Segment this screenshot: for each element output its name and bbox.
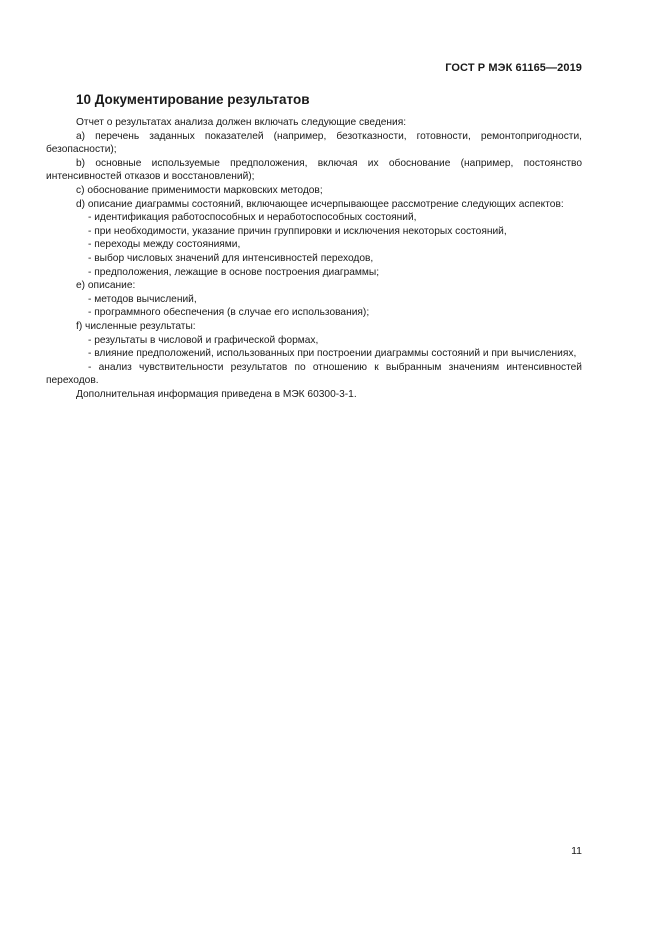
intro-paragraph: Отчет о результатах анализа должен включать следующие сведения: <box>76 117 407 128</box>
page-number: 11 <box>571 845 582 857</box>
section-body <box>46 116 582 401</box>
e-bullet-1: - методов вычислений, <box>88 293 197 305</box>
section-title: 10 Документирование результатов <box>76 92 310 107</box>
d-bullet-1: - идентификация работоспособных и неработоспособных состояний, <box>88 212 417 224</box>
e-bullet-2: - программного обеспечения (в случае его использования); <box>88 307 370 319</box>
list-item-a: а) перечень заданных показателей (например, безотказности, готовности, ремонтопригодности, безопасности); <box>46 130 582 156</box>
list-item-e: е) описание: <box>76 280 136 292</box>
d-bullet-3: - переходы между состояниями, <box>88 239 241 251</box>
list-item-d: d) описание диаграммы состояний, включающее исчерпывающее рассмотрение следующих аспектов: <box>76 198 564 210</box>
list-item-c: с) обоснование применимости марковских методов; <box>76 184 323 196</box>
document-code: ГОСТ Р МЭК 61165—2019 <box>445 62 582 74</box>
d-bullet-5: - предположения, лежащие в основе построения диаграммы; <box>88 266 380 278</box>
d-bullet-4: - выбор числовых значений для интенсивностей переходов, <box>88 252 374 264</box>
list-item-f: f) численные результаты: <box>76 320 196 332</box>
f-bullet-3: - анализ чувствительности результатов по отношению к выбранным значениям интенсивностей переходов. <box>46 361 582 387</box>
f-bullet-1: - результаты в числовой и графической формах, <box>88 334 319 346</box>
f-bullet-2: - влияние предположений, использованных при построении диаграммы состояний и при вычислениях, <box>88 348 577 360</box>
closing-paragraph: Дополнительная информация приведена в МЭК 60300-3-1. <box>76 388 357 400</box>
list-item-b: b) основные используемые предположения, включая их обоснование (например, постоянство интенсивностей отказов и восстановлений); <box>46 157 582 183</box>
d-bullet-2: - при необходимости, указание причин группировки и исключения некоторых состояний, <box>88 225 507 237</box>
